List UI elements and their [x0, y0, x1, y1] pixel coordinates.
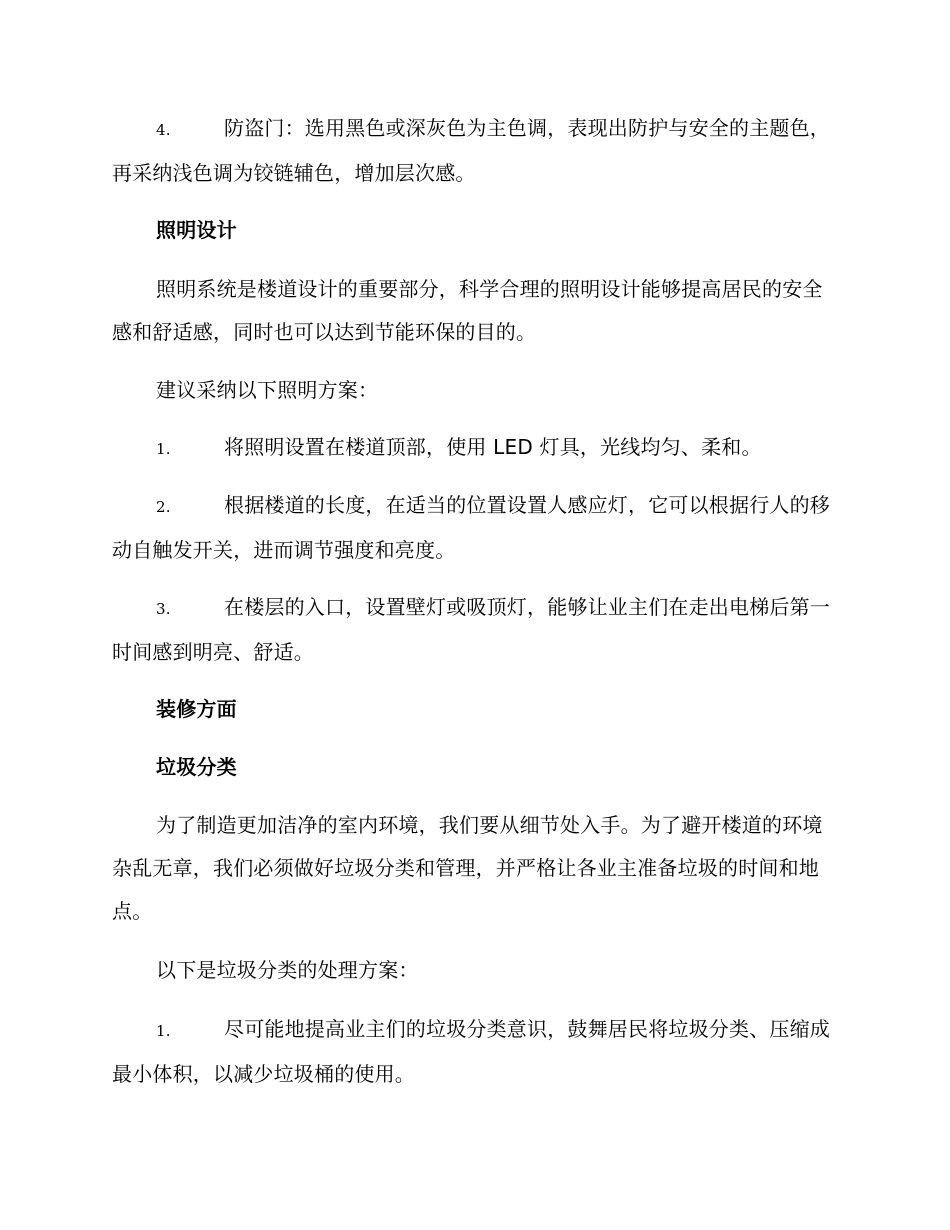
section-heading-waste-sorting	[112, 746, 832, 789]
list-number: 2.	[156, 498, 171, 516]
section-heading-decoration	[112, 688, 832, 731]
paragraph-text: 以下是垃圾分类的处理方案：	[156, 958, 419, 982]
heading-text: 照明设计	[156, 218, 237, 242]
list-item-lighting-2	[112, 484, 832, 572]
list-number: 3.	[156, 600, 171, 618]
list-item-lighting-3	[112, 586, 832, 674]
list-item-anti-theft-door	[112, 107, 832, 195]
list-number: 1.	[156, 1022, 171, 1040]
list-item-waste-1	[112, 1008, 832, 1096]
heading-text: 垃圾分类	[156, 755, 237, 779]
list-number: 1.	[156, 440, 171, 458]
paragraph-text: 为了制造更加洁净的室内环境，我们要从细节处入手。为了避开楼道的环境杂乱无章，我们必须做好垃圾分类和管理，并严格让各业主准备垃圾的时间和地点。	[112, 813, 823, 923]
paragraph-lighting-plan	[112, 369, 832, 412]
paragraph-text: 建议采纳以下照明方案：	[156, 378, 379, 402]
paragraph-lighting-intro	[112, 268, 832, 354]
list-number: 4.	[156, 121, 171, 139]
list-item-text: 在楼层的入口，设置壁灯或吸顶灯，能够让业主们在走出电梯后第一时间感到明亮、舒适。	[112, 595, 830, 664]
list-item-lighting-1	[112, 426, 832, 471]
list-item-text: 根据楼道的长度，在适当的位置设置人感应灯，它可以根据行人的移动自触发开关，进而调节强度和亮度。	[112, 493, 830, 562]
paragraph-waste-intro	[112, 804, 832, 933]
paragraph-waste-plan	[112, 949, 832, 992]
list-item-text: 防盗门：选用黑色或深灰色为主色调，表现出防护与安全的主题色，再采纳浅色调为铰链辅色，增加层次感。	[112, 116, 830, 185]
paragraph-text: 照明系统是楼道设计的重要部分，科学合理的照明设计能够提高居民的安全感和舒适感，同时也可以达到节能环保的目的。	[112, 277, 823, 344]
section-heading-lighting	[112, 209, 832, 252]
list-item-text: 将照明设置在楼道顶部，使用 LED 灯具，光线均匀、柔和。	[224, 435, 762, 459]
list-item-text: 尽可能地提高业主们的垃圾分类意识，鼓舞居民将垃圾分类、压缩成最小体积，以减少垃圾桶的使用。	[112, 1017, 830, 1086]
heading-text: 装修方面	[156, 697, 237, 721]
